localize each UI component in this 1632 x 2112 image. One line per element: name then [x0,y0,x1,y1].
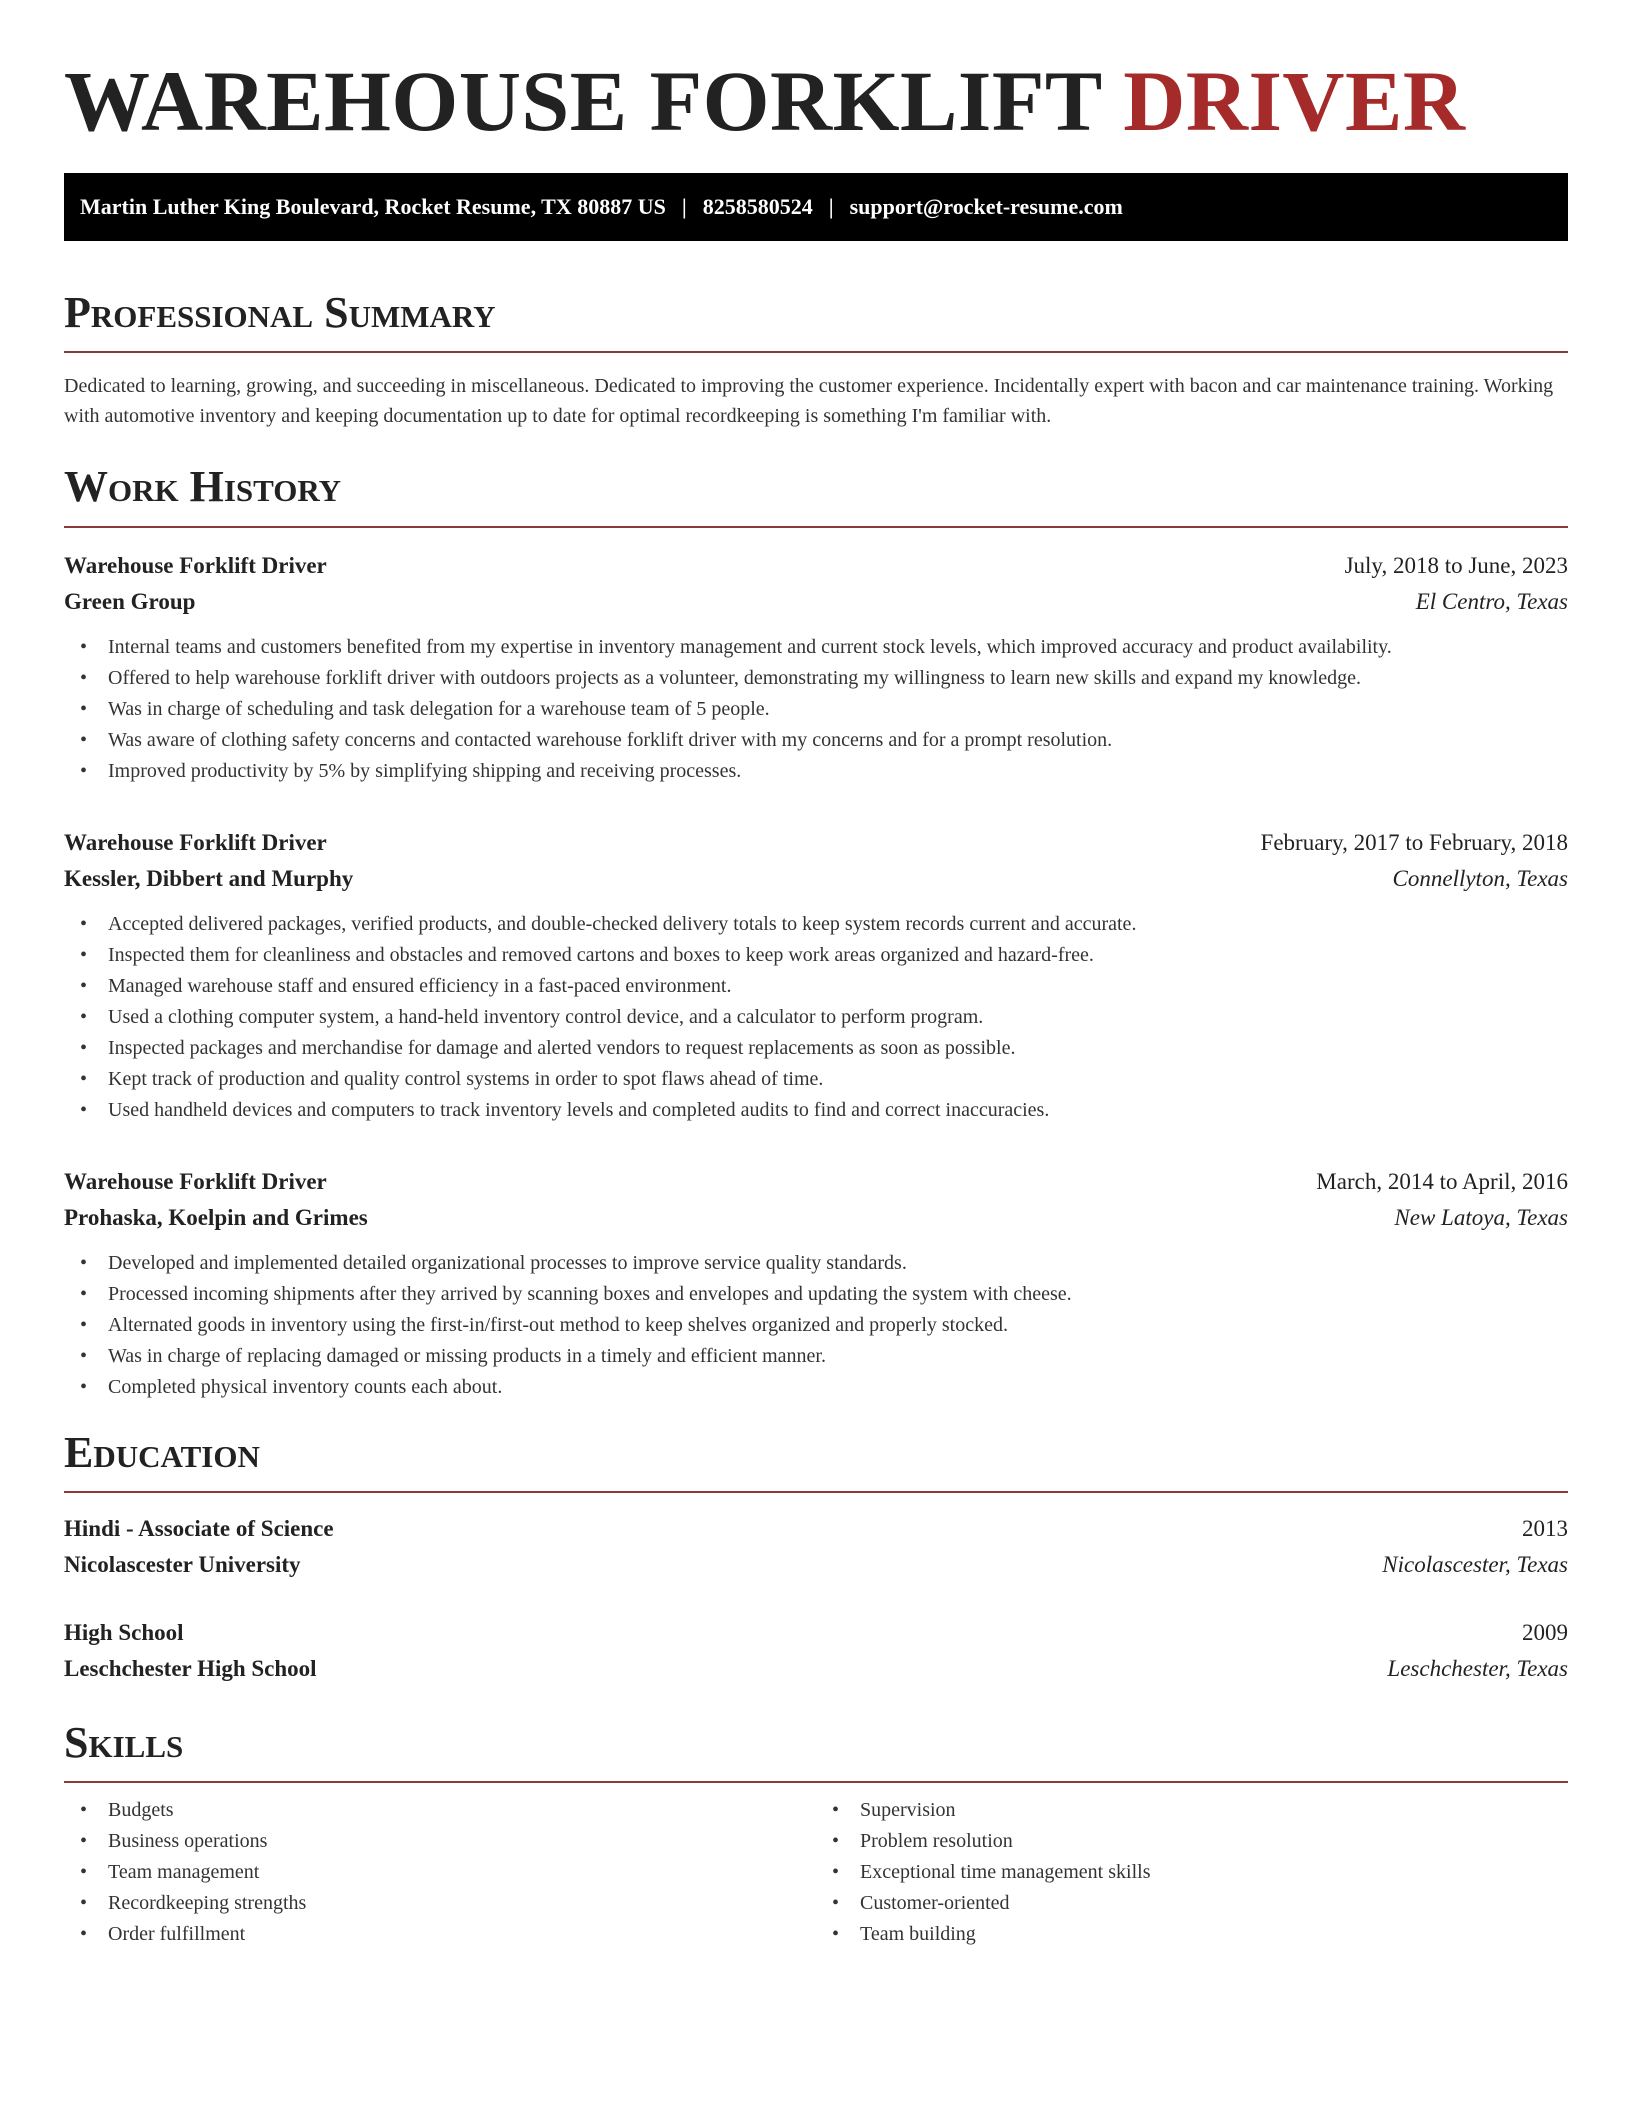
skill-item: • Supervision [816,1795,1568,1826]
list-item: • Used handheld devices and computers to track inventory levels and completed audits to find and correct inaccuracies. [64,1095,1568,1126]
skill-item: • Recordkeeping strengths [64,1888,816,1919]
list-item: • Was in charge of scheduling and task delegation for a warehouse team of 5 people. [64,694,1568,725]
skills-list-right [816,1795,1568,1950]
job-entry [64,1164,1568,1403]
skill-item: • Order fulfillment [64,1919,816,1950]
list-item: • Kept track of production and quality control systems in order to spot flaws ahead of time. [64,1064,1568,1095]
list-item: • Inspected them for cleanliness and obstacles and removed cartons and boxes to keep work areas organized and hazard-free. [64,940,1568,971]
education-school: Leschchester High School [64,1656,317,1682]
list-item: • Processed incoming shipments after they arrived by scanning boxes and envelopes and updating the system with cheese. [64,1279,1568,1310]
list-item: • Managed warehouse staff and ensured efficiency in a fast-paced environment. [64,971,1568,1002]
education-year: 2013 [1522,1516,1568,1542]
job-bullets [64,1248,1568,1403]
skill-item: • Budgets [64,1795,816,1826]
job-role: Warehouse Forklift Driver [64,552,327,578]
skill-item: • Problem resolution [816,1826,1568,1857]
skills-columns [64,1795,1568,1950]
skill-item: • Team building [816,1919,1568,1950]
list-item: • Was in charge of replacing damaged or missing products in a timely and efficient manner. [64,1341,1568,1372]
job-dates: February, 2017 to February, 2018 [1260,829,1568,855]
job-bullets [64,909,1568,1126]
job-company: Kessler, Dibbert and Murphy [64,865,354,891]
summary-heading: Professional Summary [64,289,1568,353]
work-history-heading: Work History [64,463,1568,527]
list-item: • Developed and implemented detailed organizational processes to improve service quality standards. [64,1248,1568,1279]
skill-item: • Business operations [64,1826,816,1857]
skill-item: • Team management [64,1857,816,1888]
skill-item: • Customer-oriented [816,1888,1568,1919]
title-main: WAREHOUSE FORKLIFT [64,53,1124,149]
list-item: • Accepted delivered packages, verified products, and double-checked delivery totals to keep system records current and accurate. [64,909,1568,940]
job-company: Green Group [64,588,196,614]
list-item: • Alternated goods in inventory using the first-in/first-out method to keep shelves organized and properly stocked. [64,1310,1568,1341]
resume-title [64,52,1568,151]
job-dates: July, 2018 to June, 2023 [1344,552,1568,578]
list-item: • Offered to help warehouse forklift driver with outdoors projects as a volunteer, demonstrating my willingness to learn new skills and expand my knowledge. [64,663,1568,694]
list-item: • Improved productivity by 5% by simplifying shipping and receiving processes. [64,756,1568,787]
job-location: El Centro, Texas [1415,588,1568,614]
list-item: • Used a clothing computer system, a hand-held inventory control device, and a calculator to perform program. [64,1002,1568,1033]
education-location: Leschchester, Texas [1387,1656,1568,1682]
list-item: • Inspected packages and merchandise for damage and alerted vendors to request replacements as soon as possible. [64,1033,1568,1064]
summary-text: Dedicated to learning, growing, and succeeding in miscellaneous. Dedicated to improving the customer experience. Incidentally expert with bacon and car maintenance training. Working with automotive inventory and keeping documentation up to date for optimal recordkeeping is something I'm familiar with. [64,375,1554,428]
title-accent: DRIVER [1123,53,1466,149]
contact-email: support@rocket-resume.com [849,193,1123,219]
list-item: • Internal teams and customers benefited from my expertise in inventory management and current stock levels, which improved accuracy and product availability. [64,632,1568,663]
job-location: Connellyton, Texas [1392,865,1568,891]
job-entry [64,548,1568,787]
contact-phone: 8258580524 [702,193,813,219]
job-role: Warehouse Forklift Driver [64,1168,327,1194]
job-entry [64,825,1568,1126]
skills-list-left [64,1795,816,1950]
skill-item: • Exceptional time management skills [816,1857,1568,1888]
job-role: Warehouse Forklift Driver [64,829,327,855]
education-degree: High School [64,1620,184,1646]
education-entry [64,1615,1568,1687]
job-company: Prohaska, Koelpin and Grimes [64,1204,368,1230]
contact-bar [64,173,1568,241]
job-dates: March, 2014 to April, 2016 [1316,1168,1568,1194]
list-item: • Completed physical inventory counts each about. [64,1372,1568,1403]
job-bullets [64,632,1568,787]
job-location: New Latoya, Texas [1394,1204,1568,1230]
education-year: 2009 [1522,1620,1568,1646]
education-degree: Hindi - Associate of Science [64,1516,334,1542]
contact-separator: | [828,193,834,219]
contact-address: Martin Luther King Boulevard, Rocket Resume, TX 80887 US [80,193,666,219]
list-item: • Was aware of clothing safety concerns and contacted warehouse forklift driver with my concerns and for a prompt resolution. [64,725,1568,756]
education-location: Nicolascester, Texas [1382,1552,1568,1578]
education-school: Nicolascester University [64,1552,301,1578]
contact-separator: | [681,193,687,219]
education-heading: Education [64,1429,1568,1493]
skills-heading: Skills [64,1719,1568,1783]
education-entry [64,1511,1568,1583]
